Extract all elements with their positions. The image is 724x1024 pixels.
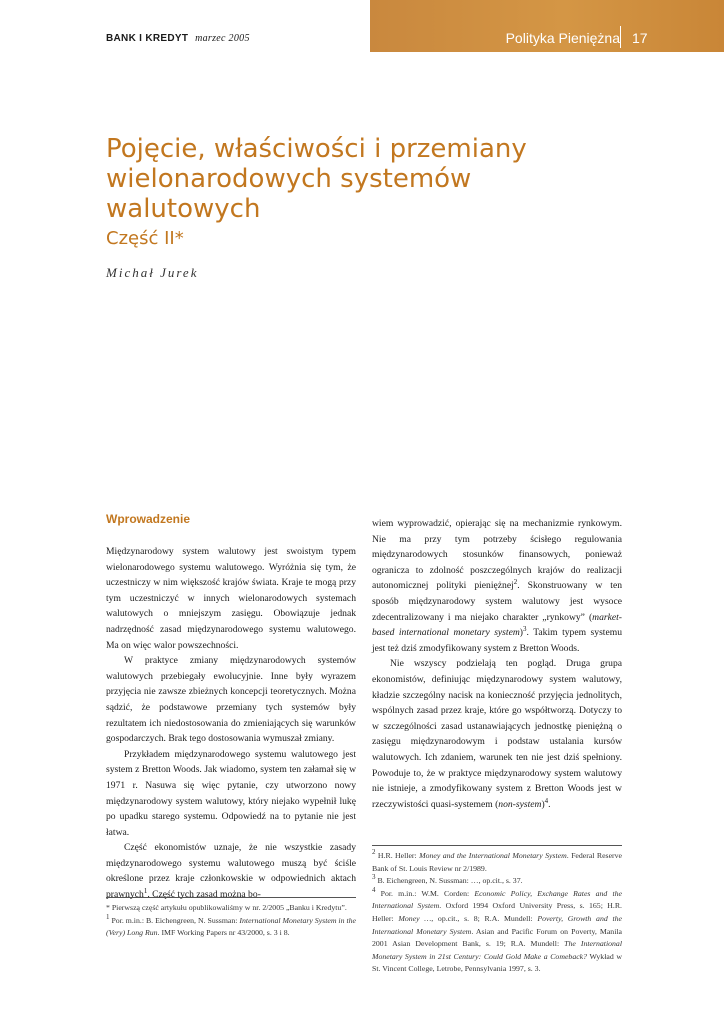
footnote-number: 3 bbox=[372, 873, 376, 882]
paragraph-text: ) bbox=[541, 798, 545, 810]
term: market-based international monetary system bbox=[372, 611, 622, 639]
footnote-text: H.R. Heller: bbox=[375, 851, 420, 860]
footnote-1 bbox=[106, 912, 356, 940]
footnote-number: 1 bbox=[106, 912, 110, 921]
section-name: Polityka Pieniężna bbox=[505, 30, 620, 46]
footnote-title: International Monetary System in the (Very) Long Run bbox=[106, 915, 356, 938]
paragraph-text: Część ekonomistów uznaje, że nie wszystkie zasady międzynarodowego systemu walutowego muszą być ściśle określone przez kraje członkowskie w odpowiednich aktach prawnych bbox=[106, 842, 356, 901]
footnote-title: The International Monetary System in 21st Century: Could Gold Make a Comeback? bbox=[372, 939, 622, 961]
footnote-text: Por. m.in.: B. Eichengreen, N. Sussman: bbox=[109, 915, 240, 925]
footnote-number: 4 bbox=[372, 885, 376, 894]
paragraph-text: Nie wszyscy podzielają ten pogląd. Druga grupa ekonomistów, definiując międzynarodowy system walutowy, kładzie szczególny nacisk na konieczność przyjęcia jednolitych, wspólnych zasad przez kraje, które go współtworzą. Dotyczy to w szczególności zasad ustanawiających jednostkę pieniężną o zasięgu międzynarodowym i podstaw ustalania kursów walutowych. Ich zdaniem, warunek ten nie jest dziś spełniony. Powoduje to, że w praktyce międzynarodowy system walutowy nie istnieje, a zmodyfikowany system z Bretton Woods jest w rzeczywistości quasi-systemem ( bbox=[372, 658, 622, 810]
footnote-ref[interactable]: 3 bbox=[522, 625, 527, 634]
paragraph-text: . Skonstruowany w ten sposób międzynarodowy system walutowy jest wysoce zdecentralizowany i ma niejako charakter „rynkowy” ( bbox=[372, 580, 622, 623]
footnote-text: . Oxford 1994 Oxford University Press, s. 165; H.R. Heller: bbox=[372, 901, 623, 923]
footnote-text: . IMF Working Papers nr 43/2000, s. 3 i 8. bbox=[157, 928, 290, 938]
paragraph: W praktyce zmiany międzynarodowych systemów walutowych przebiegały ewolucyjnie. Inne były wyrazem przyjęcia nie zawsze zbieżnych koncepcji teoretycznych. Można sądzić, że podstawowe przemiany tych systemów były rezultatem ich niedostosowania do zmieniających się warunków gospodarczych. Brak tego dostosowania wymuszał zmiany. bbox=[106, 655, 356, 745]
footnote-2 bbox=[372, 850, 622, 875]
left-column bbox=[106, 544, 356, 903]
footnote-text: B. Eichengreen, N. Sussman: …, op.cit., s. 37. bbox=[375, 876, 523, 886]
footnote-title: Money … bbox=[398, 913, 432, 923]
footnote-text: , op.cit., s. 8; R.A. Mundell: bbox=[431, 913, 538, 923]
footnote-3 bbox=[372, 875, 622, 888]
footnote-text: Por. m.in.: W.M. Corden: bbox=[375, 888, 475, 898]
footnote-star: * Pierwszą część artykułu opublikowaliśmy w nr. 2/2005 „Banku i Kredytu”. bbox=[106, 903, 347, 912]
paragraph-text: ) bbox=[519, 627, 523, 639]
right-column bbox=[372, 516, 622, 812]
footnote-text: . Asian and Pacific Forum on Poverty, Manila 2001 Asian Development Bank, s. 19; R.A. Mundell: bbox=[372, 926, 622, 949]
running-header bbox=[106, 33, 250, 44]
article-author: Michał Jurek bbox=[106, 265, 199, 280]
article-title: Pojęcie, właściwości i przemiany wielonarodowych systemów walutowych bbox=[106, 134, 527, 224]
paragraph bbox=[372, 656, 622, 812]
term: non-system bbox=[498, 798, 542, 810]
footnote-title: Economic Policy, Exchange Rates and the International System bbox=[372, 888, 623, 911]
footnote-rule bbox=[372, 845, 622, 846]
page-number: 17 bbox=[632, 30, 648, 46]
footnote-text: Wykład w St. Vincent College, Letrobe, Pennsylvania 1997, s. 3. bbox=[372, 951, 622, 974]
section-header-band bbox=[370, 0, 724, 52]
footnote-ref[interactable]: 1 bbox=[143, 887, 148, 896]
journal-name: BANK I KREDYT bbox=[106, 33, 189, 44]
header-divider bbox=[620, 26, 621, 48]
footnote-rule bbox=[106, 897, 356, 898]
footnote-number: 2 bbox=[372, 848, 376, 856]
footnote-4 bbox=[372, 885, 623, 976]
paragraph bbox=[106, 840, 356, 902]
footnote-title: Money and the International Monetary System bbox=[419, 851, 567, 860]
paragraph: Przykładem międzynarodowego systemu walutowego jest system z Bretton Woods. Jak wiadomo, system ten załamał się w 1971 r. Nasuwa się więc pytanie, czy utworzono nowy międzynarodowy system walutowy, który niejako wypełnił lukę po upadku starego systemu. Odpowiedź na to pytanie nie jest łatwa. bbox=[106, 748, 356, 838]
footnotes-left bbox=[106, 897, 356, 940]
paragraph-text: . Część tych zasad można bo- bbox=[147, 889, 261, 901]
paragraph-text: . bbox=[548, 798, 551, 810]
intro-heading: Wprowadzenie bbox=[106, 512, 191, 526]
paragraph bbox=[372, 516, 622, 656]
footnotes-right bbox=[372, 845, 622, 976]
footnote-text: . Federal Reserve Bank of St. Louis Review nr 2/1989. bbox=[372, 851, 622, 873]
footnote-ref[interactable]: 4 bbox=[544, 796, 549, 805]
footnote-title: Poverty, Growth and the International Monetary System bbox=[372, 913, 622, 936]
footnote-ref[interactable]: 2 bbox=[513, 578, 518, 587]
paragraph-text: . Takim typem systemu jest też dziś zmodyfikowany system z Bretton Woods. bbox=[372, 627, 622, 654]
paragraph-text: wiem wyprowadzić, opierając się na mechanizmie rynkowym. Nie ma przy tym potrzeby ścisłego regulowania międzynarodowych stosunków finansowych, ponieważ ogranicza to zdolność poszczególnych krajów do realizacji autonomicznej polityki pieniężnej bbox=[372, 518, 622, 592]
article-subtitle: Część II* bbox=[106, 228, 184, 249]
issue-date: marzec 2005 bbox=[195, 33, 250, 44]
paragraph: Międzynarodowy system walutowy jest swoistym typem wielonarodowego systemu walutowego. Wyróżnia się tym, że uczestniczy w nim większość krajów świata. Kraje te mogą przy tym uczestniczyć w innych wielonarodowych systemach walutowych o mniejszym zasięgu. Obowiązuje jednak nadrzędność zasad międzynarodowego systemu walutowego. Ma on więc walor powszechności. bbox=[106, 546, 356, 651]
